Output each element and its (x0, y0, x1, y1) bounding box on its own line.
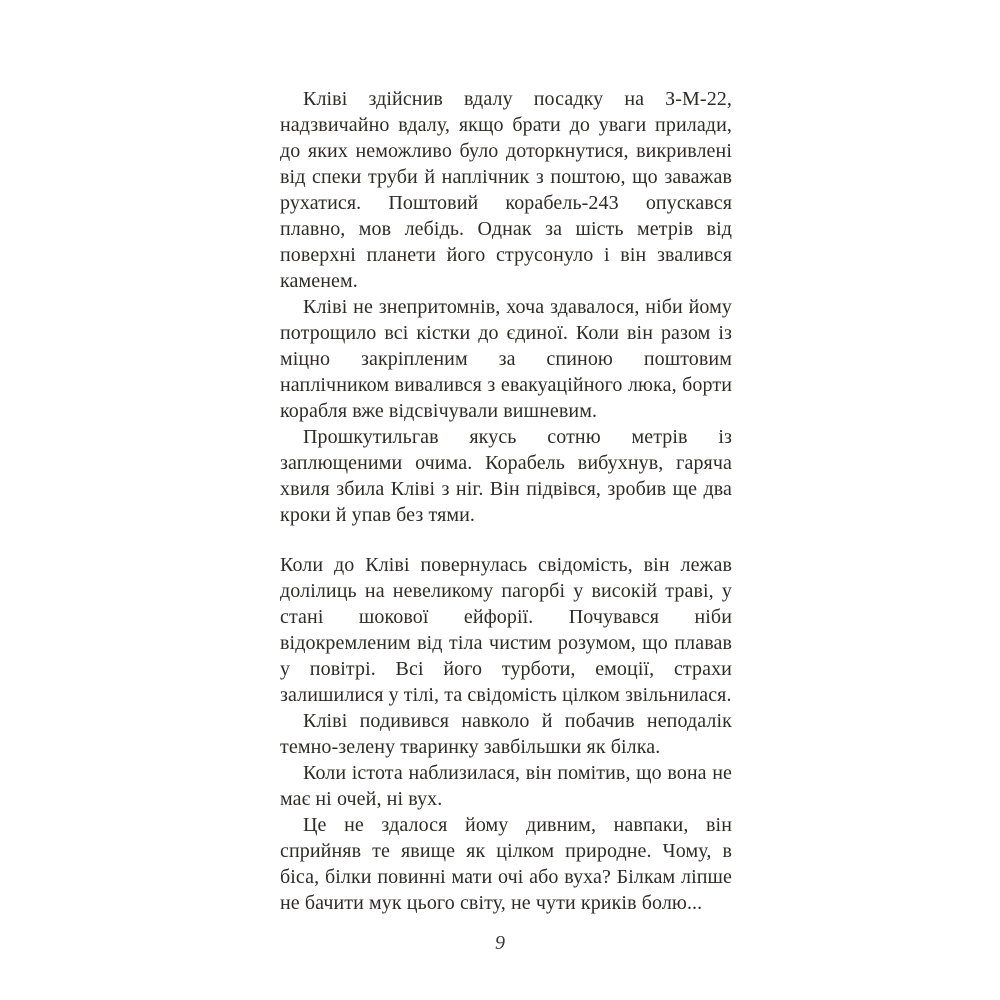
paragraph: Коли істота наблизилася, він помітив, що вона не має ні очей, ні вух. (280, 762, 732, 810)
paragraph: Кліві здійснив вдалу посадку на З-М-22, надзвичайно вдалу, якщо брати до уваги прилади, до яких неможливо було доторкнутися, викривлені від спеки труби й наплічник з поштою, що заважав рухатися. Поштовий корабель-243 опускався плавно, мов лебідь. Однак за шість метрів від поверхні планети його струсонуло і він звалився каменем. (280, 88, 732, 292)
paragraph: Коли до Кліві повернулась свідомість, він лежав долілиць на невеликому пагорбі у високій траві, у стані шокової ейфорії. Почувався ніби відокремленим від тіла чистим розумом, що плавав у повітрі. Всі його турботи, емоції, страхи залишилися у тілі, та свідомість цілком звільнилася. (280, 554, 732, 706)
paragraph: Це не здалося йому дивним, навпаки, він сприйняв те явище як цілком природне. Чому, в біса, білки повинні мати очі або вуха? Білкам ліпше не бачити мук цього світу, не чути криків болю... (280, 814, 732, 914)
paragraph: Прошкутильгав якусь сотню метрів із заплющеними очима. Корабель вибухнув, гаряча хвиля збила Кліві з ніг. Він підвівся, зробив ще два кроки й упав без тями. (280, 426, 732, 526)
page-text-block (280, 86, 732, 916)
paragraph: Кліві подивився навколо й побачив неподалік темно-зелену тваринку завбільшки як білка. (280, 710, 732, 758)
paragraph: Кліві не знепритомнів, хоча здавалося, ніби йому потрощило всі кістки до єдиної. Коли він разом із міцно закріпленим за спиною поштовим наплічником вивалився з евакуаційного люка, борти корабля вже відсвічували вишневим. (280, 296, 732, 422)
page-number: 9 (495, 932, 505, 954)
